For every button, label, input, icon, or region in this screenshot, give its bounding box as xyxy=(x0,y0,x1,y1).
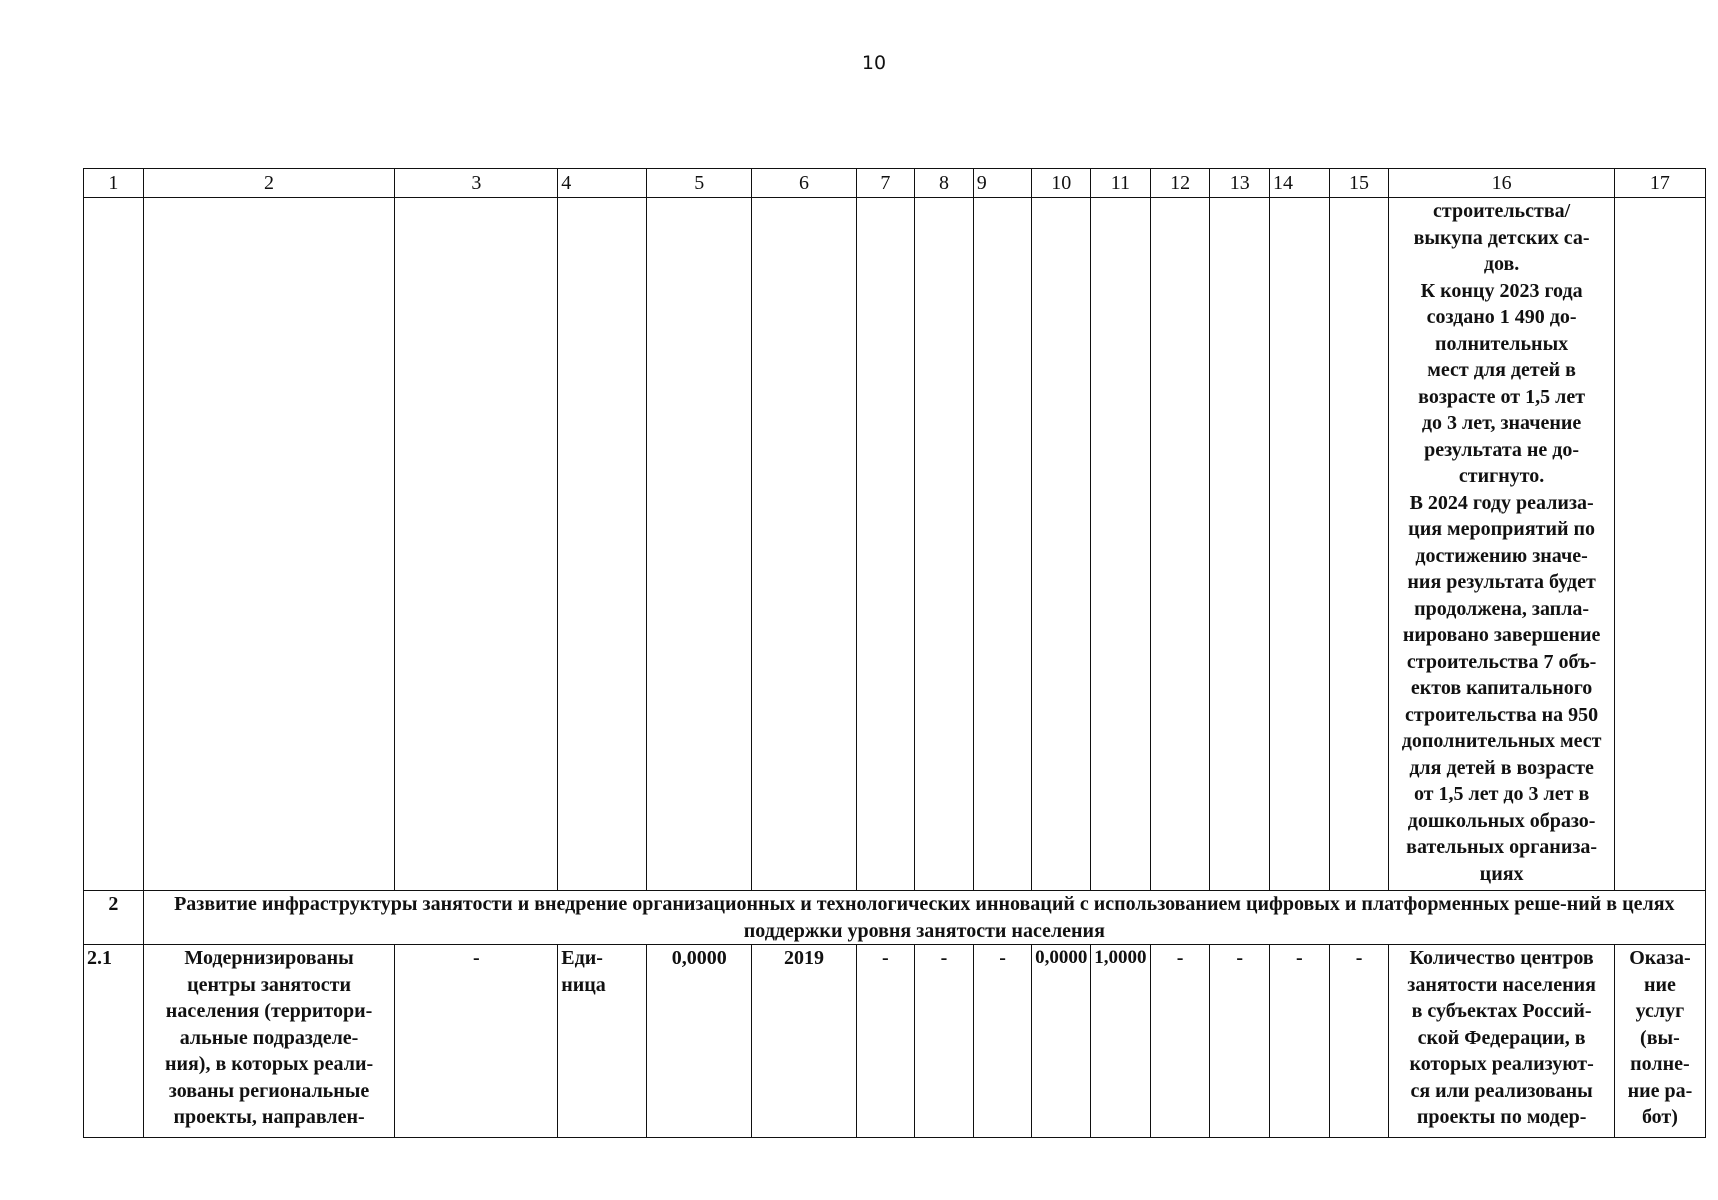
cell-col15: - xyxy=(1329,945,1389,1138)
col-num-13: 13 xyxy=(1210,169,1270,198)
table-row xyxy=(84,945,1706,1138)
cell-col11: 1,0000 xyxy=(1091,945,1151,1138)
col-num-10: 10 xyxy=(1032,169,1091,198)
cell xyxy=(973,198,1032,891)
col-num-1: 1 xyxy=(84,169,144,198)
indicator-description: Количество центров занятости населения в субъектах Россий- ской Федерации, в которых реализуют- ся или реализованы проекты по модер- xyxy=(1389,945,1615,1138)
column-number-header xyxy=(84,169,1706,198)
cell-col7: - xyxy=(856,945,915,1138)
col-num-6: 6 xyxy=(752,169,856,198)
cell xyxy=(856,198,915,891)
continuation-row xyxy=(84,198,1706,891)
cell xyxy=(1614,198,1705,891)
cell xyxy=(143,198,395,891)
section-number: 2 xyxy=(84,891,144,945)
cell-col13: - xyxy=(1210,945,1270,1138)
cell xyxy=(1210,198,1270,891)
col-num-12: 12 xyxy=(1150,169,1210,198)
cell xyxy=(1150,198,1210,891)
cell xyxy=(752,198,856,891)
base-year: 2019 xyxy=(752,945,856,1138)
report-table xyxy=(83,168,1706,1138)
cell-col10: 0,0000 xyxy=(1032,945,1091,1138)
continuation-comment: строительства/ выкупа детских са- дов. К концу 2023 года создано 1 490 до- полнительных мест для детей в возрасте от 1,5 лет до 3 лет, значение результата не до- стигнуто. В 2024 году реализа- ция мероприятий по достижению значе- ния результата будет продолжена, запла- нировано завершение строительства 7 объ- ектов капитального строительства на 950 дополнительных мест для детей в возрасте от 1,5 лет до 3 лет в дошкольных образо- вательных организа- циях xyxy=(1389,198,1615,891)
col-num-17: 17 xyxy=(1614,169,1705,198)
cell xyxy=(647,198,752,891)
cell-col12: - xyxy=(1150,945,1210,1138)
cell xyxy=(1329,198,1389,891)
cell xyxy=(1032,198,1091,891)
cell-col3: - xyxy=(395,945,558,1138)
col-num-8: 8 xyxy=(915,169,974,198)
col-num-11: 11 xyxy=(1091,169,1151,198)
cell-col9: - xyxy=(973,945,1032,1138)
col-num-9: 9 xyxy=(973,169,1032,198)
unit: Еди- ница xyxy=(558,945,647,1138)
col-num-14: 14 xyxy=(1270,169,1330,198)
col-num-5: 5 xyxy=(647,169,752,198)
page-number: 10 xyxy=(861,52,887,74)
col-num-16: 16 xyxy=(1389,169,1615,198)
cell xyxy=(915,198,974,891)
col-num-4: 4 xyxy=(558,169,647,198)
col-num-15: 15 xyxy=(1329,169,1389,198)
col-num-7: 7 xyxy=(856,169,915,198)
row-number: 2.1 xyxy=(84,945,144,1138)
cell-col14: - xyxy=(1270,945,1330,1138)
cell xyxy=(1091,198,1151,891)
col-num-3: 3 xyxy=(395,169,558,198)
cell xyxy=(1270,198,1330,891)
cell xyxy=(84,198,144,891)
result-type: Оказа- ние услуг (вы- полне- ние ра- бот) xyxy=(1614,945,1705,1138)
result-name: Модернизированы центры занятости населения (территори- альные подразделе- ния), в которых реали- зованы региональные проекты, направлен- xyxy=(143,945,395,1138)
section-title: Развитие инфраструктуры занятости и внедрение организационных и технологических инноваций с использованием цифровых и платформенных реше-ний в целях поддержки уровня занятости населения xyxy=(143,891,1705,945)
cell-col8: - xyxy=(915,945,974,1138)
cell xyxy=(558,198,647,891)
base-value: 0,0000 xyxy=(647,945,752,1138)
section-row xyxy=(84,891,1706,945)
col-num-2: 2 xyxy=(143,169,395,198)
cell xyxy=(395,198,558,891)
